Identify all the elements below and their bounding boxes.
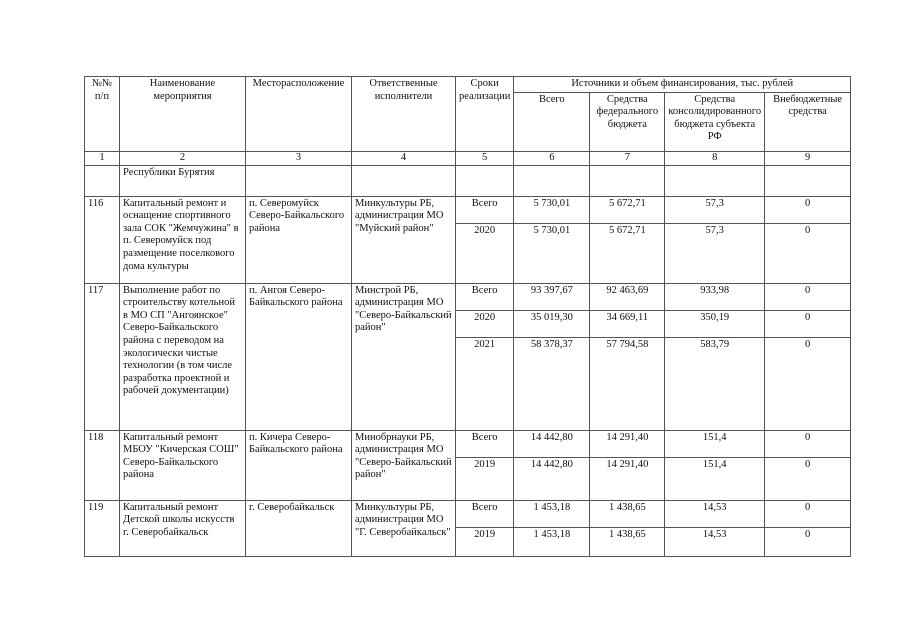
extra-value: 0 [765, 500, 851, 527]
term: 2021 [456, 337, 514, 430]
header-num: №№ п/п [85, 77, 120, 152]
row-number: 117 [85, 283, 120, 430]
column-number: 7 [590, 152, 665, 166]
federal-value: 1 438,65 [590, 527, 665, 556]
header-regional: Средства консолидированного бюджета субъекта РФ [665, 92, 765, 151]
regional-value: 14,53 [665, 527, 765, 556]
regional-value: 14,53 [665, 500, 765, 527]
event-name: Выполнение работ по строительству котельной в МО СП "Ангоянское" Северо-Байкальского района с переводом на экологически чистые технологии (в том числе разработка проектной и рабочей документации) [120, 283, 246, 430]
event-location: п. Ангоя Северо-Байкальского района [246, 283, 352, 430]
federal-value: 92 463,69 [590, 283, 665, 310]
extra-value: 0 [765, 457, 851, 500]
header-federal: Средства федерального бюджета [590, 92, 665, 151]
federal-value: 14 291,40 [590, 457, 665, 500]
extra-value: 0 [765, 196, 851, 223]
term: Всего [456, 430, 514, 457]
column-number: 8 [665, 152, 765, 166]
event-name: Капитальный ремонт Детской школы искусств г. Северобайкальск [120, 500, 246, 556]
financing-table [84, 76, 851, 557]
column-number: 1 [85, 152, 120, 166]
federal-value: 1 438,65 [590, 500, 665, 527]
regional-value: 57,3 [665, 196, 765, 223]
total-value: 58 378,37 [514, 337, 590, 430]
total-value: 14 442,80 [514, 430, 590, 457]
event-location: г. Северобайкальск [246, 500, 352, 556]
event-executors: Минкультуры РБ, администрация МО "Г. Северобайкальск" [352, 500, 456, 556]
table-row [85, 500, 851, 527]
continuation-row [85, 165, 851, 196]
event-name: Капитальный ремонт и оснащение спортивного зала СОК "Жемчужина" в п. Северомуйск под размещение поселкового дома культуры [120, 196, 246, 283]
column-numbers-row [85, 152, 851, 166]
event-executors: Минстрой РБ, администрация МО "Северо-Байкальский район" [352, 283, 456, 430]
term: Всего [456, 196, 514, 223]
header-location: Месторасположение [246, 77, 352, 152]
term: Всего [456, 500, 514, 527]
federal-value: 57 794,58 [590, 337, 665, 430]
term: 2020 [456, 310, 514, 337]
total-value: 93 397,67 [514, 283, 590, 310]
term: 2020 [456, 223, 514, 283]
header-executors: Ответственные исполнители [352, 77, 456, 152]
event-executors: Минобрнауки РБ, администрация МО "Северо-Байкальский район" [352, 430, 456, 500]
column-number: 5 [456, 152, 514, 166]
event-location: п. Северомуйск Северо-Байкальского района [246, 196, 352, 283]
table-row [85, 196, 851, 223]
column-number: 4 [352, 152, 456, 166]
federal-value: 5 672,71 [590, 223, 665, 283]
continued-text: Республики Бурятия [120, 165, 246, 196]
table-row [85, 283, 851, 310]
row-number: 119 [85, 500, 120, 556]
header-extra: Внебюджетные средства [765, 92, 851, 151]
column-number: 3 [246, 152, 352, 166]
extra-value: 0 [765, 223, 851, 283]
extra-value: 0 [765, 310, 851, 337]
row-number: 118 [85, 430, 120, 500]
total-value: 5 730,01 [514, 223, 590, 283]
term: 2019 [456, 457, 514, 500]
term: Всего [456, 283, 514, 310]
row-number: 116 [85, 196, 120, 283]
regional-value: 350,19 [665, 310, 765, 337]
total-value: 14 442,80 [514, 457, 590, 500]
total-value: 1 453,18 [514, 527, 590, 556]
table-row [85, 430, 851, 457]
event-location: п. Кичера Северо-Байкальского района [246, 430, 352, 500]
regional-value: 151,4 [665, 430, 765, 457]
extra-value: 0 [765, 337, 851, 430]
header-financing: Источники и объем финансирования, тыс. рублей [514, 77, 851, 93]
header-total: Всего [514, 92, 590, 151]
event-executors: Минкультуры РБ, администрация МО "Муйский район" [352, 196, 456, 283]
term: 2019 [456, 527, 514, 556]
extra-value: 0 [765, 430, 851, 457]
regional-value: 151,4 [665, 457, 765, 500]
header-row-1 [85, 77, 851, 93]
header-terms: Сроки реализации [456, 77, 514, 152]
total-value: 1 453,18 [514, 500, 590, 527]
extra-value: 0 [765, 527, 851, 556]
total-value: 35 019,30 [514, 310, 590, 337]
column-number: 2 [120, 152, 246, 166]
event-name: Капитальный ремонт МБОУ "Кичерская СОШ" Северо-Байкальского района [120, 430, 246, 500]
federal-value: 14 291,40 [590, 430, 665, 457]
column-number: 9 [765, 152, 851, 166]
regional-value: 583,79 [665, 337, 765, 430]
total-value: 5 730,01 [514, 196, 590, 223]
header-name: Наименование мероприятия [120, 77, 246, 152]
federal-value: 5 672,71 [590, 196, 665, 223]
regional-value: 933,98 [665, 283, 765, 310]
federal-value: 34 669,11 [590, 310, 665, 337]
regional-value: 57,3 [665, 223, 765, 283]
column-number: 6 [514, 152, 590, 166]
extra-value: 0 [765, 283, 851, 310]
